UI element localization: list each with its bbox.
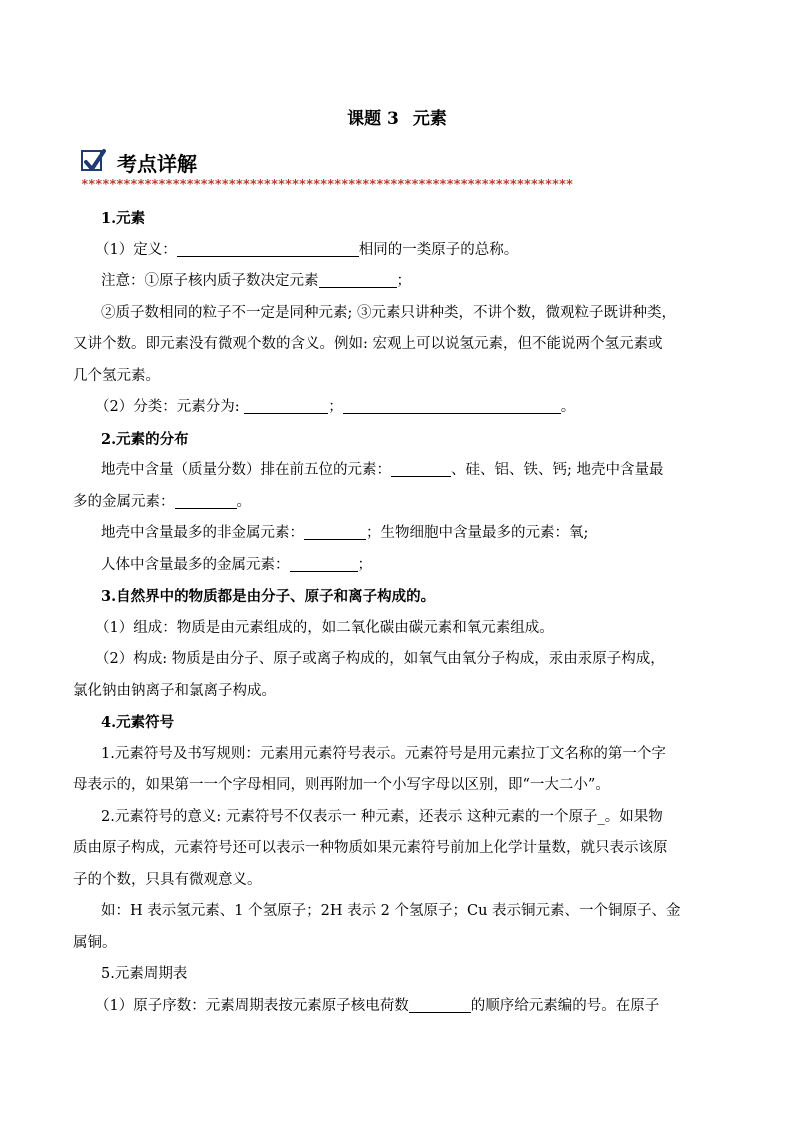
crust-metal-prefix: 多的金属元素：: [73, 493, 175, 510]
heading-distribution: 2.元素的分布: [101, 430, 189, 448]
blank-field: [290, 553, 358, 572]
classification-line: [73, 392, 723, 424]
checkmark-icon: [81, 150, 102, 171]
crust-metal-suffix: 。: [236, 493, 251, 510]
heading-element-symbols: 4.元素符号: [101, 714, 175, 731]
section-title: 考点详解: [117, 152, 197, 176]
note-suffix: ；: [396, 273, 411, 289]
blank-field: [175, 490, 237, 509]
nonmetal-suffix: ；生物细胞中含量最多的元素：氧;: [366, 525, 589, 541]
blank-field: [244, 395, 328, 414]
symbol-example-line: 如：H 表示氢元素、1 个氢原子；2H 表示 2 个氢原子；Cu 表示铜元素、一个铜原子、金: [101, 903, 681, 919]
blank-field: [343, 395, 561, 414]
blank-field: [177, 238, 359, 257]
heading-periodic-table: 5.元素周期表: [101, 966, 188, 982]
symbol-meaning-line: 2.元素符号的意义: 元素符号不仅表示一 种元素，还表示 这种元素的一个原子_。如果物: [101, 808, 663, 825]
atomic-number-line: [73, 991, 723, 1023]
nonmetal-line: [73, 518, 723, 550]
blank-field: [304, 521, 366, 540]
note-detail-line: 几个氢元素。: [73, 367, 160, 384]
human-suffix: ；: [357, 556, 372, 573]
structure-line-2: 氯化钠由钠离子和氯离子构成。: [73, 682, 276, 699]
note-line: [73, 266, 723, 298]
star-divider: **********************************************************************: [81, 176, 573, 191]
lesson-topic: 元素: [412, 109, 447, 129]
crust-prefix: 地壳中含量（质量分数）排在前五位的元素：: [101, 462, 391, 478]
crust-line: [73, 455, 723, 487]
note-detail-line: ②质子数相同的粒子不一定是同种元素; ③元素只讲种类，不讲个数，微观粒子既讲种类，: [101, 304, 676, 321]
composition-line: （1）组成：物质是由元素组成的，如二氧化碳由碳元素和氧元素组成。: [95, 619, 554, 636]
crust-suffix: 、硅、铝、铁、钙; 地壳中含量最: [451, 462, 664, 478]
section-header: [81, 148, 721, 178]
crust-line-2: [73, 487, 723, 519]
note-detail-line: 又讲个数。即元素没有微观个数的含义。例如: 宏观上可以说氢元素，但不能说两个氢元素或: [73, 336, 663, 352]
human-prefix: 人体中含量最多的金属元素：: [101, 556, 290, 573]
symbol-example-line-2: 属铜。: [73, 934, 117, 951]
nonmetal-prefix: 地壳中含量最多的非金属元素：: [101, 525, 304, 541]
blank-field: [391, 458, 451, 477]
atomic-prefix: （1）原子序数：元素周期表按元素原子核电荷数: [95, 997, 409, 1014]
lesson-number: 课题 3: [347, 109, 399, 129]
definition-line: [73, 235, 723, 267]
structure-line: （2）构成: 物质是由分子、原子或离子构成的，如氧气由氧分子构成，汞由汞原子构成，: [95, 651, 665, 667]
classification-end: 。: [560, 399, 576, 415]
heading-matter-composition: 3.自然界中的物质都是由分子、原子和离子构成的。: [101, 588, 436, 605]
atomic-suffix: 的顺序给元素编的号。在原子: [470, 997, 660, 1014]
note-prefix: 注意：①原子核内质子数决定元素: [101, 273, 319, 289]
blank-field: [409, 994, 471, 1013]
classification-separator: ；: [328, 399, 343, 415]
heading-elements: 1.元素: [101, 210, 146, 227]
definition-suffix: 相同的一类原子的总称。: [358, 241, 519, 258]
symbol-meaning-line-2: 质由原子构成，元素符号还可以表示一种物质如果元素符号前加上化学计量数，就只表示该原: [73, 840, 668, 856]
symbol-rule-line: 1.元素符号及书写规则：元素用元素符号表示。元素符号是用元素拉丁文名称的第一个字: [101, 745, 666, 762]
blank-field: [319, 269, 397, 288]
human-line: [73, 550, 723, 582]
page-title: [0, 104, 794, 129]
symbol-rule-line-2: 母表示的，如果第一一个字母相同，则再附加一个小写字母以区别，即“一大二小”。: [73, 777, 610, 793]
document-body: [73, 203, 723, 1022]
classification-prefix: （2）分类：元素分为:: [95, 399, 240, 415]
definition-prefix: （1）定义：: [95, 241, 177, 258]
symbol-meaning-line-3: 子的个数，只具有微观意义。: [73, 871, 262, 888]
